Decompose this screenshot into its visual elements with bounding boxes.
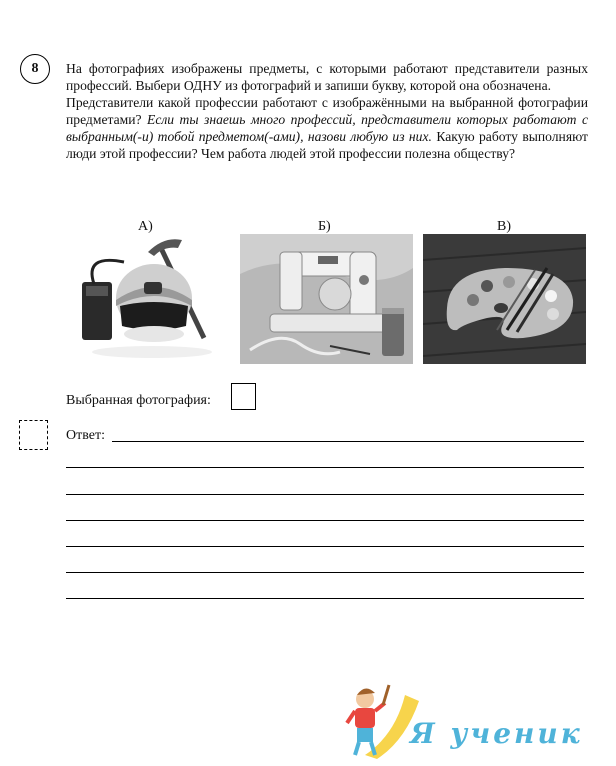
answer-line-4[interactable] — [66, 520, 584, 521]
answer-line-2[interactable] — [66, 467, 584, 468]
question-paragraph-2 — [66, 94, 588, 162]
answer-line-5[interactable] — [66, 546, 584, 547]
score-box[interactable] — [19, 420, 48, 450]
question-number: 8 — [20, 54, 50, 84]
answer-line-7[interactable] — [66, 598, 584, 599]
logo-text: Я ученик — [410, 717, 583, 750]
photo-b-sewing-machine[interactable] — [240, 234, 413, 364]
question-paragraph-2-end: Какую работу выполняют люди этой профессии? Чем работа людей этой профессии полезна обществу? — [66, 129, 588, 161]
photo-a-miner-equipment[interactable] — [64, 234, 234, 364]
question-text — [66, 60, 588, 162]
photo-c-label: В) — [497, 219, 511, 234]
answer-line-1[interactable] — [112, 441, 584, 442]
question-paragraph-2-italic: Если ты знаешь много профессий, представители которых работают с выбранным(-и) тобой предметом(-ами), назови любую из них. — [66, 112, 588, 144]
chosen-photo-box[interactable] — [231, 383, 256, 410]
answer-line-3[interactable] — [66, 494, 584, 495]
photo-a-label: А) — [138, 219, 153, 234]
chosen-photo-label: Выбранная фотография: — [66, 393, 211, 408]
question-paragraph-2-start: Представители какой профессии работают с изображёнными на выбранной фотографии предметами? — [66, 95, 588, 127]
answer-line-6[interactable] — [66, 572, 584, 573]
answer-label: Ответ: — [66, 428, 105, 443]
photo-c-paint-palette[interactable] — [423, 234, 586, 364]
question-paragraph-1: На фотографиях изображены предметы, с которыми работают представители разных профессий. Выбери ОДНУ из фотографий и запиши букву, которой она обозначена. — [66, 61, 588, 93]
photo-b-label: Б) — [318, 219, 331, 234]
